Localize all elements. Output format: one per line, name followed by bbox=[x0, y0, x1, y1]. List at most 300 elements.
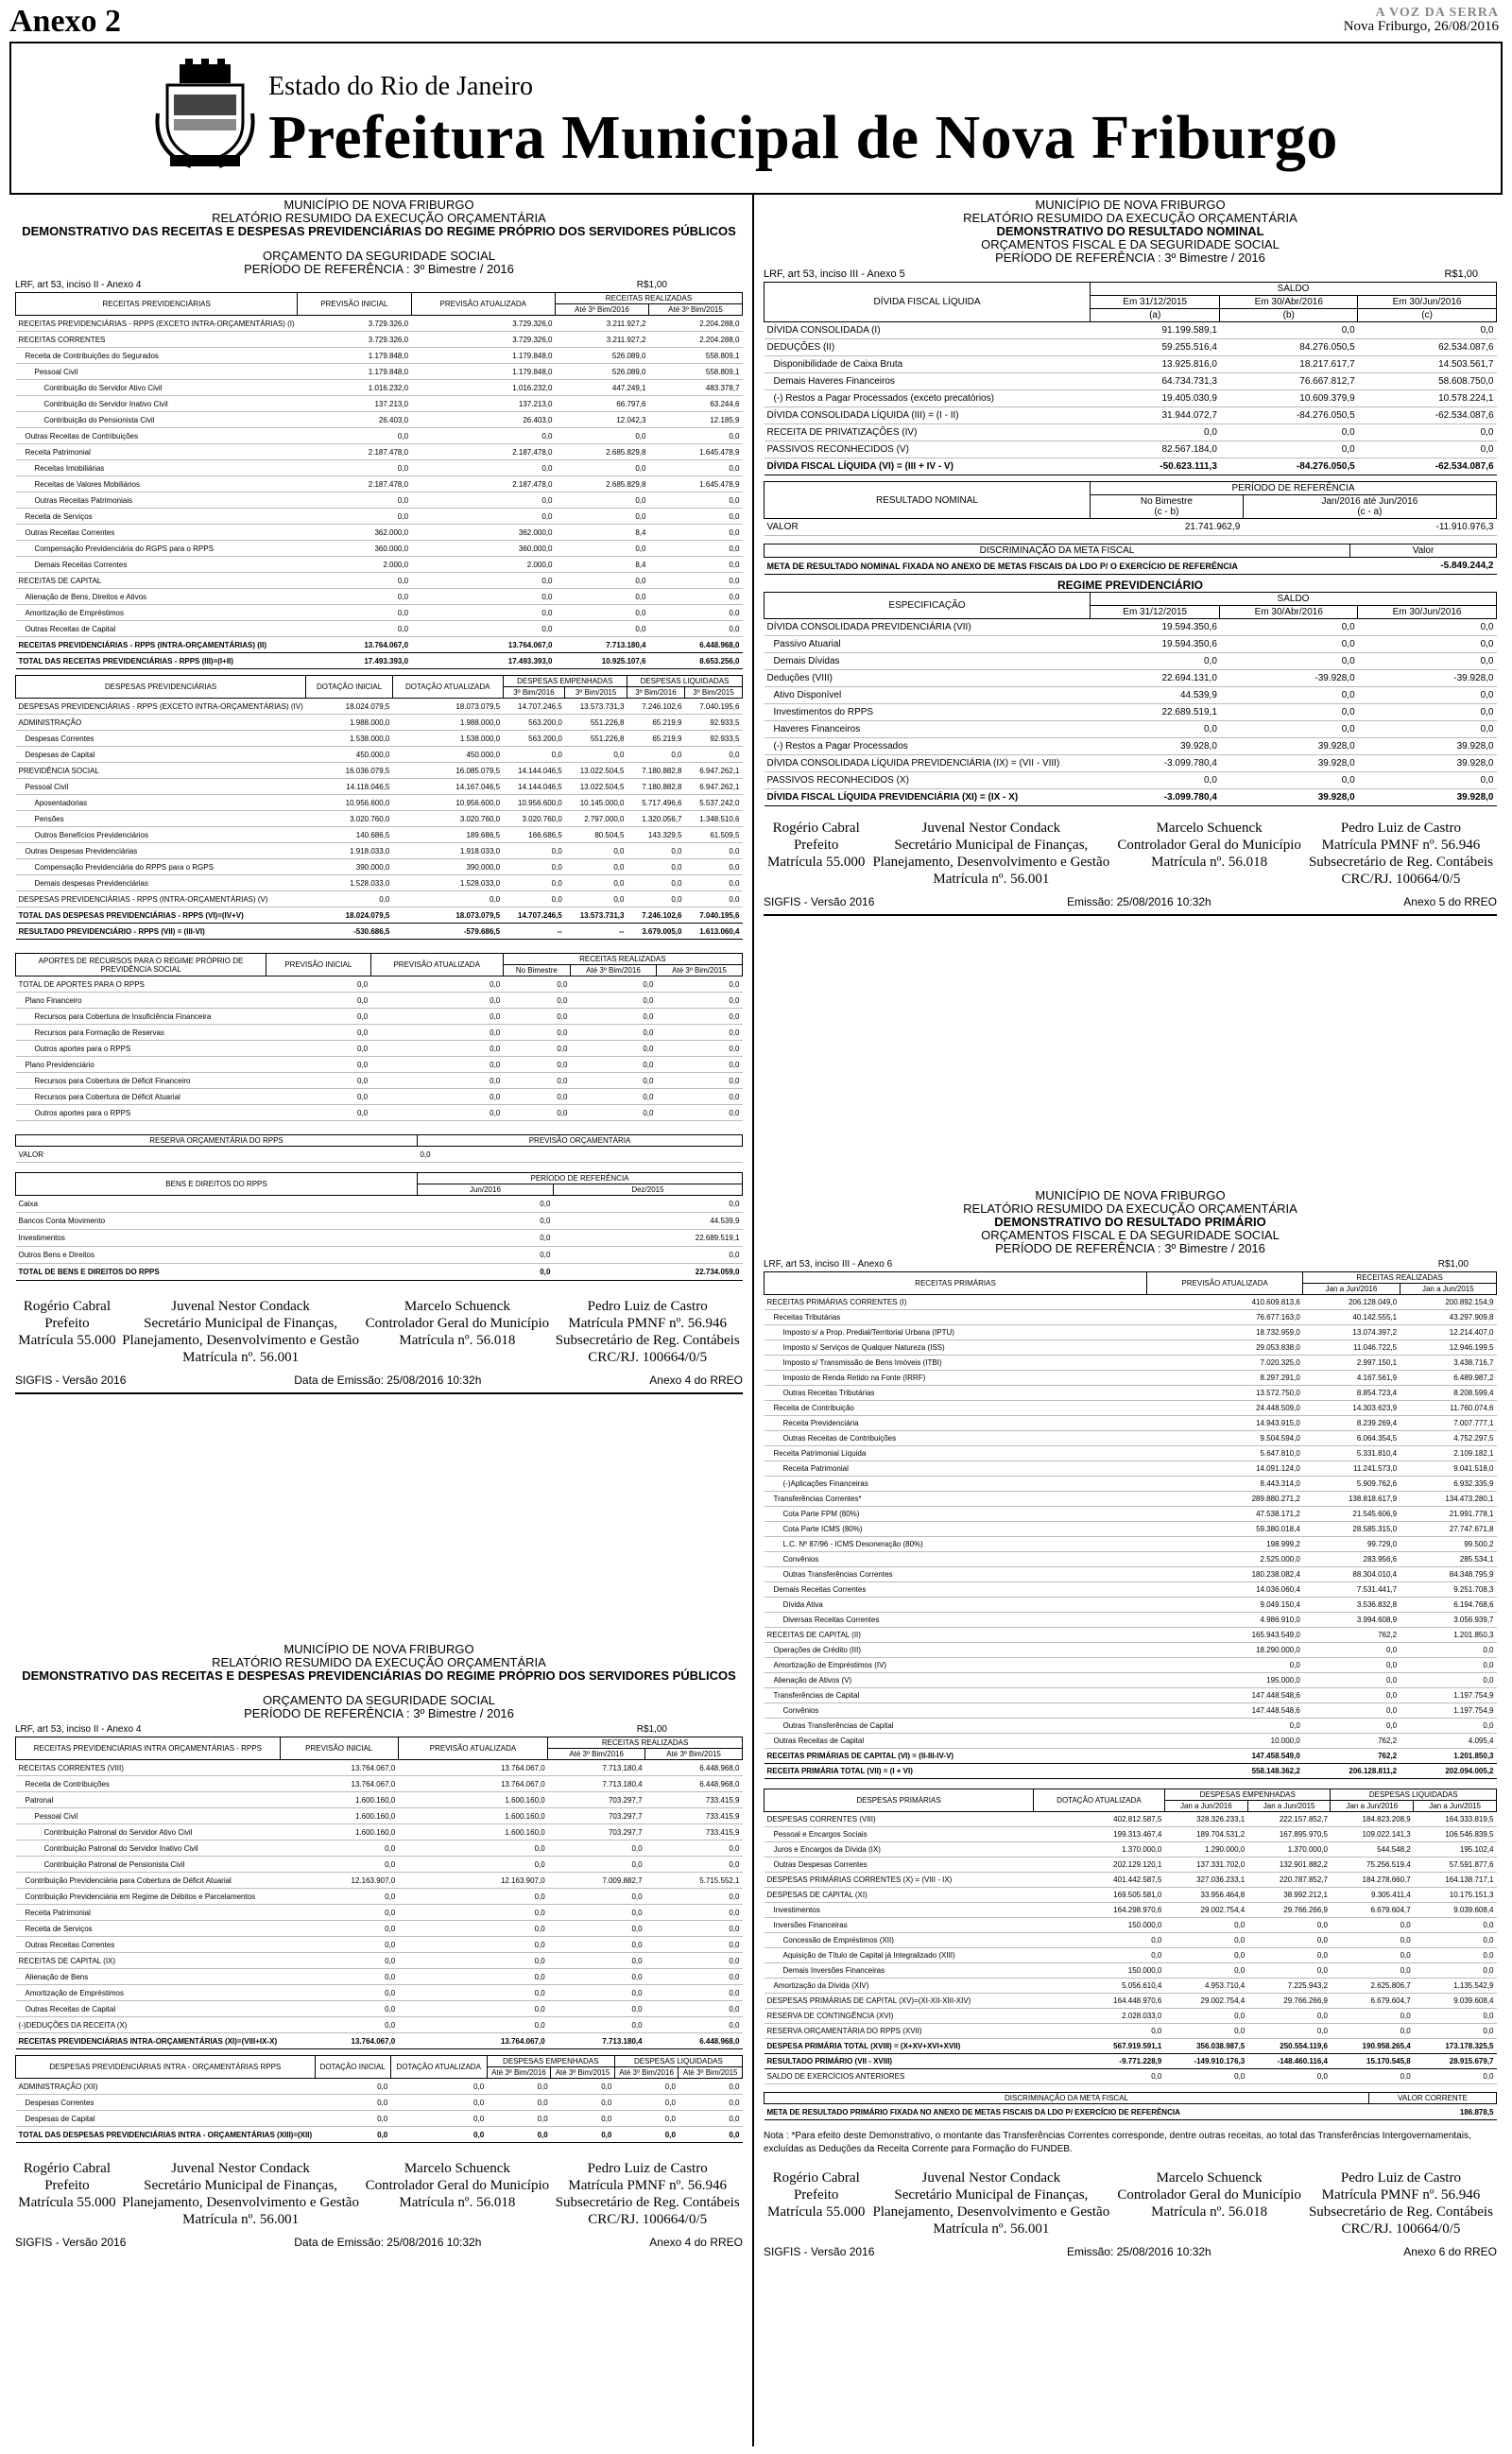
row-label: Outros aportes para o RPPS bbox=[16, 1105, 266, 1121]
signature-line: Marcelo Schuenck bbox=[404, 1299, 510, 1314]
cell: 9.039.608,4 bbox=[1414, 1994, 1497, 2009]
signature-line: Matrícula PMNF nº. 56.946 bbox=[568, 1316, 727, 1331]
table-row bbox=[765, 721, 1497, 738]
cell: -- bbox=[565, 924, 627, 940]
row-label: Receitas Tributárias bbox=[765, 1310, 1147, 1325]
row-label: Outras Receitas Patrimoniais bbox=[16, 493, 298, 509]
cell: 0,0 bbox=[1358, 653, 1497, 670]
cell: 2.028.033,0 bbox=[1034, 2009, 1165, 2024]
cell: 4.167.561,9 bbox=[1303, 1371, 1400, 1386]
row-label: Alienação de Bens, Direitos e Ativos bbox=[16, 589, 298, 605]
col-header: PREVISÃO ATUALIZADA bbox=[398, 1737, 547, 1760]
cell: 0,0 bbox=[645, 1889, 743, 1905]
row-label: DESPESAS PREVIDENCIÁRIAS - RPPS (INTRA-ORÇAMENTÁRIAS) (V) bbox=[16, 891, 306, 907]
col-header: RECEITAS PREVIDENCIÁRIAS bbox=[16, 293, 298, 316]
cell: 0,0 bbox=[555, 605, 648, 621]
cell: 0,0 bbox=[684, 843, 742, 859]
cell: 2.204.288,0 bbox=[648, 332, 742, 348]
cell: 1.320.056,7 bbox=[627, 811, 684, 827]
table-row bbox=[765, 1888, 1497, 1903]
col-header: Até 3º Bim/2015 bbox=[645, 1749, 743, 1760]
cell: 13.572.750,0 bbox=[1147, 1386, 1303, 1401]
cell: 0,0 bbox=[1034, 2069, 1165, 2084]
cell: 14.144.046,5 bbox=[503, 779, 565, 795]
row-label: Outras Receitas Tributárias bbox=[765, 1386, 1147, 1401]
cell: 0,0 bbox=[1034, 2024, 1165, 2039]
col-header: No Bimestre bbox=[1140, 496, 1193, 507]
cell: 0,0 bbox=[1147, 1658, 1303, 1673]
cell: 10.145.000,0 bbox=[565, 795, 627, 811]
cell: 0,0 bbox=[1331, 1963, 1414, 1979]
cell: 327.036.233,1 bbox=[1164, 1873, 1247, 1888]
cell: 8.208.599,4 bbox=[1400, 1386, 1496, 1401]
cell: 0,0 bbox=[418, 1147, 743, 1163]
row-label: Outras Receitas de Contribuições bbox=[765, 1431, 1147, 1446]
row-label: DESPESAS PREVIDENCIÁRIAS - RPPS (EXCETO INTRA-ORÇAMENTÁRIAS) (IV) bbox=[16, 699, 306, 715]
annex6-footer bbox=[764, 2245, 1497, 2258]
cell: 6.947.262,1 bbox=[684, 763, 742, 779]
demonstrative-title: DEMONSTRATIVO DO RESULTADO PRIMÁRIO bbox=[994, 1215, 1266, 1229]
cell: 84.348.795,9 bbox=[1400, 1567, 1496, 1582]
col-header: PREVISÃO INICIAL bbox=[280, 1737, 398, 1760]
col-header: (b) bbox=[1220, 309, 1358, 322]
cell: 13.573.731,3 bbox=[565, 699, 627, 715]
cell: 29.002.754,4 bbox=[1164, 1903, 1247, 1918]
table-row bbox=[765, 1673, 1497, 1688]
col-header: Jan a Jun/2016 bbox=[1331, 1801, 1414, 1812]
signature-line: Juvenal Nestor Condack bbox=[921, 2170, 1061, 2186]
left-column bbox=[15, 195, 743, 2450]
table-row bbox=[765, 2024, 1497, 2039]
signature-line: Rogério Cabral bbox=[772, 2170, 860, 2186]
cell: 0,0 bbox=[548, 1840, 645, 1857]
cell: 0,0 bbox=[398, 1921, 547, 1937]
row-label: Contribuição do Pensionista Civil bbox=[16, 412, 298, 428]
cell: 14.943.915,0 bbox=[1147, 1416, 1303, 1431]
cell: 9.305.411,4 bbox=[1331, 1888, 1414, 1903]
cell: 6.448.968,0 bbox=[645, 1760, 743, 1776]
cell: 0,0 bbox=[266, 1057, 371, 1073]
row-label: Convênios bbox=[765, 1552, 1147, 1567]
row-label: Outras Receitas de Capital bbox=[16, 621, 298, 637]
signature-line: Matrícula nº. 56.018 bbox=[1151, 855, 1268, 870]
cell: 18.024.079,5 bbox=[306, 907, 393, 924]
report-name: RELATÓRIO RESUMIDO DA EXECUÇÃO ORÇAMENTÁRIA bbox=[963, 1201, 1297, 1216]
table-row bbox=[16, 1889, 743, 1905]
cell: 0,0 bbox=[548, 1857, 645, 1873]
despesas-primarias-table bbox=[764, 1789, 1497, 2084]
cell: 0,0 bbox=[298, 605, 411, 621]
signature-line: Matrícula nº. 56.001 bbox=[182, 2212, 300, 2227]
signature-block bbox=[122, 1298, 359, 1366]
cell: 8.653.256,0 bbox=[648, 653, 742, 669]
cell: 8.854.723,4 bbox=[1303, 1386, 1400, 1401]
table-row bbox=[765, 1842, 1497, 1858]
cell: 1.201.850,3 bbox=[1400, 1749, 1496, 1764]
cell: 0,0 bbox=[266, 1041, 371, 1057]
row-label: RECEITAS PREVIDENCIÁRIAS - RPPS (INTRA-ORÇAMENTÁRIAS) (II) bbox=[16, 637, 298, 653]
cell: 16.085.079,5 bbox=[392, 763, 503, 779]
cell: 450.000,0 bbox=[306, 747, 393, 763]
table-row bbox=[16, 1937, 743, 1953]
cell: -579.686,5 bbox=[392, 924, 503, 940]
municipality: MUNICÍPIO DE NOVA FRIBURGO bbox=[1035, 198, 1226, 212]
cell: 2.000,0 bbox=[411, 557, 555, 573]
cell: 401.442.587,5 bbox=[1034, 1873, 1165, 1888]
cell: 0,0 bbox=[1414, 1918, 1497, 1933]
cell: 14.144.046,5 bbox=[503, 763, 565, 779]
cell: 2.187.478,0 bbox=[411, 444, 555, 460]
cell: 0,0 bbox=[280, 1905, 398, 1921]
cell: 2.625.806,7 bbox=[1331, 1979, 1414, 1994]
cell: 8.297.291,0 bbox=[1147, 1371, 1303, 1386]
cell: 0,0 bbox=[548, 1953, 645, 1969]
row-label: Outras Despesas Correntes bbox=[765, 1858, 1034, 1873]
table-row bbox=[765, 653, 1497, 670]
cell: 0,0 bbox=[411, 589, 555, 605]
row-label: Demais Inversões Financeiras bbox=[765, 1963, 1034, 1979]
cell: 6.679.604,7 bbox=[1331, 1903, 1414, 1918]
cell: 11.046.722,5 bbox=[1303, 1340, 1400, 1356]
cell: 0,0 bbox=[370, 993, 503, 1009]
cell: 19.594.350,6 bbox=[1091, 636, 1220, 653]
cell: 733.415,9 bbox=[645, 1824, 743, 1840]
cell: 551.226,8 bbox=[565, 731, 627, 747]
cell: 0,0 bbox=[1331, 1948, 1414, 1963]
col-header: DESPESAS LIQUIDADAS bbox=[1331, 1789, 1497, 1801]
cell: 92.933,5 bbox=[684, 731, 742, 747]
table-row bbox=[16, 924, 743, 940]
row-label: Aposentadorias bbox=[16, 795, 306, 811]
cell: -- bbox=[503, 924, 565, 940]
signature-line: Matrícula 55.000 bbox=[767, 855, 866, 870]
cell: 0,0 bbox=[570, 1025, 656, 1041]
cell: 13.022.504,5 bbox=[565, 763, 627, 779]
row-label: Pessoal Civil bbox=[16, 364, 298, 380]
signature-block bbox=[872, 820, 1109, 888]
table-row bbox=[16, 1009, 743, 1025]
row-label: Inversões Financeiras bbox=[765, 1918, 1034, 1933]
signature-line: Juvenal Nestor Condack bbox=[171, 2161, 310, 2176]
table-row bbox=[16, 316, 743, 332]
meta-primario-table bbox=[764, 2092, 1497, 2120]
cell: 61.509,5 bbox=[684, 827, 742, 843]
row-label: Contribuição Previdenciária em Regime de Débitos e Parcelamentos bbox=[16, 1889, 281, 1905]
table-row bbox=[765, 1933, 1497, 1948]
table-row bbox=[16, 1025, 743, 1041]
cell: 3.679.005,0 bbox=[627, 924, 684, 940]
col-header: Dez/2015 bbox=[553, 1184, 742, 1196]
table-row bbox=[16, 2079, 743, 2095]
row-label: Contribuição Patronal do Servidor Inativo Civil bbox=[16, 1840, 281, 1857]
table-row bbox=[16, 715, 743, 731]
signatures bbox=[764, 820, 1497, 888]
cell: 0,0 bbox=[503, 1041, 570, 1057]
cell: 39.928,0 bbox=[1220, 738, 1358, 755]
cell: 10.956.600,0 bbox=[503, 795, 565, 811]
cell: 3.438.716,7 bbox=[1400, 1356, 1496, 1371]
table-body bbox=[765, 1812, 1497, 2084]
table-row bbox=[16, 428, 743, 444]
signature-block bbox=[1309, 820, 1493, 888]
signatures bbox=[15, 1298, 743, 1366]
cell: 13.764.067,0 bbox=[280, 1760, 398, 1776]
table-row bbox=[16, 907, 743, 924]
cell: 13.573.731,3 bbox=[565, 907, 627, 924]
table-row bbox=[765, 636, 1497, 653]
cell: 106.546.839,5 bbox=[1414, 1827, 1497, 1842]
table-row bbox=[765, 1295, 1497, 1310]
signature-line: Prefeito bbox=[793, 838, 839, 853]
newspaper-masthead bbox=[1344, 6, 1499, 34]
table-row bbox=[765, 1340, 1497, 1356]
signature-line: Matrícula nº. 56.001 bbox=[933, 2221, 1050, 2237]
cell: 3.020.760,0 bbox=[306, 811, 393, 827]
row-label: Concessão de Empréstimos (XII) bbox=[765, 1933, 1034, 1948]
table-row bbox=[765, 1903, 1497, 1918]
cell: 15.170.545,8 bbox=[1331, 2054, 1414, 2069]
cell: 0,0 bbox=[1220, 721, 1358, 738]
cell: 206.128.811,2 bbox=[1303, 1764, 1400, 1779]
cell: 13.764.067,0 bbox=[280, 2033, 398, 2049]
cell: 39.928,0 bbox=[1358, 789, 1497, 806]
col-header: DISCRIMINAÇÃO DA META FISCAL bbox=[765, 2093, 1369, 2104]
cell: 283.956,6 bbox=[1303, 1552, 1400, 1567]
table-row bbox=[16, 1041, 743, 1057]
unit: R$1,00 bbox=[636, 1724, 667, 1735]
row-label: DÍVIDA CONSOLIDADA LÍQUIDA (III) = (I - II) bbox=[765, 407, 1091, 424]
cell: 0,0 bbox=[487, 2111, 551, 2127]
prefecture-name: Prefeitura Municipal de Nova Friburgo bbox=[268, 103, 1338, 172]
row-label: Imposto s/ a Prop. Predial/Territorial Urbana (IPTU) bbox=[765, 1325, 1147, 1340]
regime-previdenciario-table bbox=[764, 592, 1497, 806]
table-row bbox=[16, 1921, 743, 1937]
cell: 0,0 bbox=[1358, 704, 1497, 721]
row-label: Ativo Disponível bbox=[765, 687, 1091, 704]
cell: 0,0 bbox=[1034, 1948, 1165, 1963]
table-row bbox=[765, 772, 1497, 789]
cell: 65.219,9 bbox=[627, 731, 684, 747]
cell: 12.163.907,0 bbox=[280, 1873, 398, 1889]
cell: 8.239.269,4 bbox=[1303, 1416, 1400, 1431]
table-row bbox=[16, 779, 743, 795]
row-label: Despesas de Capital bbox=[16, 2111, 316, 2127]
row-label: RESERVA DE CONTINGÊNCIA (XVI) bbox=[765, 2009, 1034, 2024]
table-row bbox=[16, 875, 743, 891]
cell: 0,0 bbox=[1247, 1918, 1331, 1933]
signature-block bbox=[767, 820, 865, 888]
row-label: Outras Receitas de Capital bbox=[16, 2001, 281, 2017]
signature-line: Matrícula nº. 56.018 bbox=[399, 2195, 516, 2210]
aportes-table bbox=[15, 953, 743, 1121]
cell: 0,0 bbox=[1331, 2024, 1414, 2039]
cell: 147.448.548,6 bbox=[1147, 1703, 1303, 1719]
signature-line: Subsecretário de Reg. Contábeis bbox=[1308, 855, 1493, 870]
row-label: ADMINISTRAÇÃO bbox=[16, 715, 306, 731]
cell: 0,0 bbox=[565, 747, 627, 763]
table-row bbox=[16, 653, 743, 669]
cell: 13.764.067,0 bbox=[398, 2033, 547, 2049]
signature-block bbox=[1117, 820, 1301, 888]
cell: 3.729.326,0 bbox=[298, 332, 411, 348]
cell: 0,0 bbox=[645, 1985, 743, 2001]
row-label: Amortização da Dívida (XIV) bbox=[765, 1979, 1034, 1994]
cell: 1.135.542,9 bbox=[1414, 1979, 1497, 1994]
cell: 0,0 bbox=[390, 2079, 487, 2095]
cell: 26.403,0 bbox=[411, 412, 555, 428]
cell: 4.752.297,5 bbox=[1400, 1431, 1496, 1446]
cell: 1.918.033,0 bbox=[306, 843, 393, 859]
cell: 0,0 bbox=[555, 573, 648, 589]
cell: 0,0 bbox=[1220, 687, 1358, 704]
cell: 0,0 bbox=[1220, 322, 1358, 339]
cell: 390.000,0 bbox=[392, 859, 503, 875]
cell: 189.704.531,2 bbox=[1164, 1827, 1247, 1842]
table-row bbox=[765, 322, 1497, 339]
cell: 526.089,0 bbox=[555, 364, 648, 380]
col-header: PREVISÃO INICIAL bbox=[266, 954, 371, 976]
cell: 0,0 bbox=[627, 891, 684, 907]
cell: 6.448.968,0 bbox=[645, 2033, 743, 2049]
cell: 7.531.441,7 bbox=[1303, 1582, 1400, 1598]
cell: 39.928,0 bbox=[1220, 789, 1358, 806]
table-row bbox=[16, 2111, 743, 2127]
cell: -5.849.244,2 bbox=[1350, 558, 1497, 575]
table-row bbox=[16, 731, 743, 747]
cell: 0,0 bbox=[503, 1025, 570, 1041]
cell: 6.194.768,6 bbox=[1400, 1598, 1496, 1613]
row-label: Imposto s/ Transmissão de Bens Imóveis (ITBI) bbox=[765, 1356, 1147, 1371]
table-row bbox=[16, 1264, 743, 1281]
newspaper-name: A VOZ DA SERRA bbox=[1375, 6, 1499, 20]
cell: 14.167.046,5 bbox=[392, 779, 503, 795]
cell: 0,0 bbox=[565, 891, 627, 907]
col-header: DOTAÇÃO ATUALIZADA bbox=[390, 2056, 487, 2079]
cell: 47.538.171,2 bbox=[1147, 1507, 1303, 1522]
cell: 27.747.671,8 bbox=[1400, 1522, 1496, 1537]
cell: 0,0 bbox=[1220, 424, 1358, 441]
cell: 0,0 bbox=[266, 1073, 371, 1089]
table-row bbox=[765, 1979, 1497, 1994]
cell: 0,0 bbox=[1091, 653, 1220, 670]
cell: 220.787.852,7 bbox=[1247, 1873, 1331, 1888]
column-divider bbox=[752, 195, 754, 2446]
cell: 2.997.150,1 bbox=[1303, 1356, 1400, 1371]
cell: 0,0 bbox=[390, 2095, 487, 2111]
col-header: (a) bbox=[1091, 309, 1220, 322]
row-label: PASSIVOS RECONHECIDOS (X) bbox=[765, 772, 1091, 789]
cell: 44.539,9 bbox=[553, 1213, 742, 1230]
cell: 285.534,1 bbox=[1400, 1552, 1496, 1567]
row-label: Compensação Previdenciária do RPPS para o RGPS bbox=[16, 859, 306, 875]
cell: 6.064.354,5 bbox=[1303, 1431, 1400, 1446]
cell: 2.187.478,0 bbox=[298, 476, 411, 493]
cell: 12.946.199,5 bbox=[1400, 1340, 1496, 1356]
table-row bbox=[765, 390, 1497, 407]
col-header: 3º Bim/2015 bbox=[684, 687, 742, 699]
cell: 3.729.326,0 bbox=[411, 332, 555, 348]
cell: 12.163.907,0 bbox=[398, 1873, 547, 1889]
cell: 558.809,1 bbox=[648, 348, 742, 364]
table-row bbox=[16, 891, 743, 907]
row-label: Outras Receitas Correntes bbox=[16, 1937, 281, 1953]
cell: 6.932.335,9 bbox=[1400, 1477, 1496, 1492]
col-header: Jan a Jun/2016 bbox=[1164, 1801, 1247, 1812]
cell: 0,0 bbox=[645, 1953, 743, 1969]
cell: 0,0 bbox=[1358, 619, 1497, 636]
table-row bbox=[16, 1213, 743, 1230]
signature-line: Controlador Geral do Município bbox=[1117, 2187, 1301, 2203]
footer-version: SIGFIS - Versão 2016 bbox=[15, 1374, 127, 1387]
table-row bbox=[765, 1537, 1497, 1552]
col-header: RESERVA ORÇAMENTÁRIA DO RPPS bbox=[16, 1135, 418, 1147]
cell: 9.251.708,3 bbox=[1400, 1582, 1496, 1598]
cell: 1.290.000,0 bbox=[1164, 1842, 1247, 1858]
cell: 80.504,5 bbox=[565, 827, 627, 843]
row-label: Despesas Correntes bbox=[16, 2095, 316, 2111]
table-row bbox=[16, 1905, 743, 1921]
cell: 544.548,2 bbox=[1331, 1842, 1414, 1858]
signature-line: Planejamento, Desenvolvimento e Gestão bbox=[122, 2195, 359, 2210]
cell: 0,0 bbox=[1358, 721, 1497, 738]
row-label: Contribuição Patronal de Pensionista Civil bbox=[16, 1857, 281, 1873]
cell: 0,0 bbox=[1414, 2009, 1497, 2024]
cell: 26.403,0 bbox=[298, 412, 411, 428]
col-header: 3º Bim/2016 bbox=[627, 687, 684, 699]
table-body bbox=[765, 322, 1497, 475]
row-label: Imposto s/ Serviços de Qualquer Natureza (ISS) bbox=[765, 1340, 1147, 1356]
cell: 18.073.079,5 bbox=[392, 907, 503, 924]
cell: 0,0 bbox=[298, 509, 411, 525]
row-label: Amortização de Empréstimos bbox=[16, 605, 298, 621]
cell: 0,0 bbox=[1220, 441, 1358, 458]
cell: 4.095,4 bbox=[1400, 1734, 1496, 1749]
cell: 1.538.000,0 bbox=[392, 731, 503, 747]
signature-line: Matrícula PMNF nº. 56.946 bbox=[1321, 838, 1481, 853]
table-row bbox=[16, 380, 743, 396]
annex5-section bbox=[764, 199, 1497, 916]
table-row bbox=[765, 373, 1497, 390]
cell: 22.689.519,1 bbox=[553, 1230, 742, 1247]
cell: 0,0 bbox=[1164, 1948, 1247, 1963]
table-row bbox=[765, 1356, 1497, 1371]
cell: 1.600.160,0 bbox=[398, 1792, 547, 1808]
cell: 0,0 bbox=[656, 1057, 742, 1073]
signature-line: Controlador Geral do Município bbox=[1117, 838, 1301, 853]
signature-line: Juvenal Nestor Condack bbox=[921, 821, 1061, 836]
cell: 0,0 bbox=[503, 891, 565, 907]
row-label: Imposto de Renda Retido na Fonte (IRRF) bbox=[765, 1371, 1147, 1386]
cell: 0,0 bbox=[370, 976, 503, 993]
row-label: Outras Transferências de Capital bbox=[765, 1719, 1147, 1734]
table-row bbox=[16, 525, 743, 541]
cell: 12.042,3 bbox=[555, 412, 648, 428]
cell: 0,0 bbox=[280, 2001, 398, 2017]
signature-line: Prefeito bbox=[44, 2178, 90, 2193]
table-row bbox=[765, 1582, 1497, 1598]
cell: -39.928,0 bbox=[1358, 670, 1497, 687]
table-body bbox=[16, 976, 743, 1121]
cell: 0,0 bbox=[411, 493, 555, 509]
cell: 250.554.119,6 bbox=[1247, 2039, 1331, 2054]
row-label: Receita Patrimonial bbox=[16, 444, 298, 460]
row-label: PASSIVOS RECONHECIDOS (V) bbox=[765, 441, 1091, 458]
cell: 0,0 bbox=[1414, 1933, 1497, 1948]
cell: 0,0 bbox=[648, 493, 742, 509]
cell: 200.892.154,9 bbox=[1400, 1295, 1496, 1310]
table-row bbox=[16, 476, 743, 493]
row-label: Cota Parte ICMS (80%) bbox=[765, 1522, 1147, 1537]
